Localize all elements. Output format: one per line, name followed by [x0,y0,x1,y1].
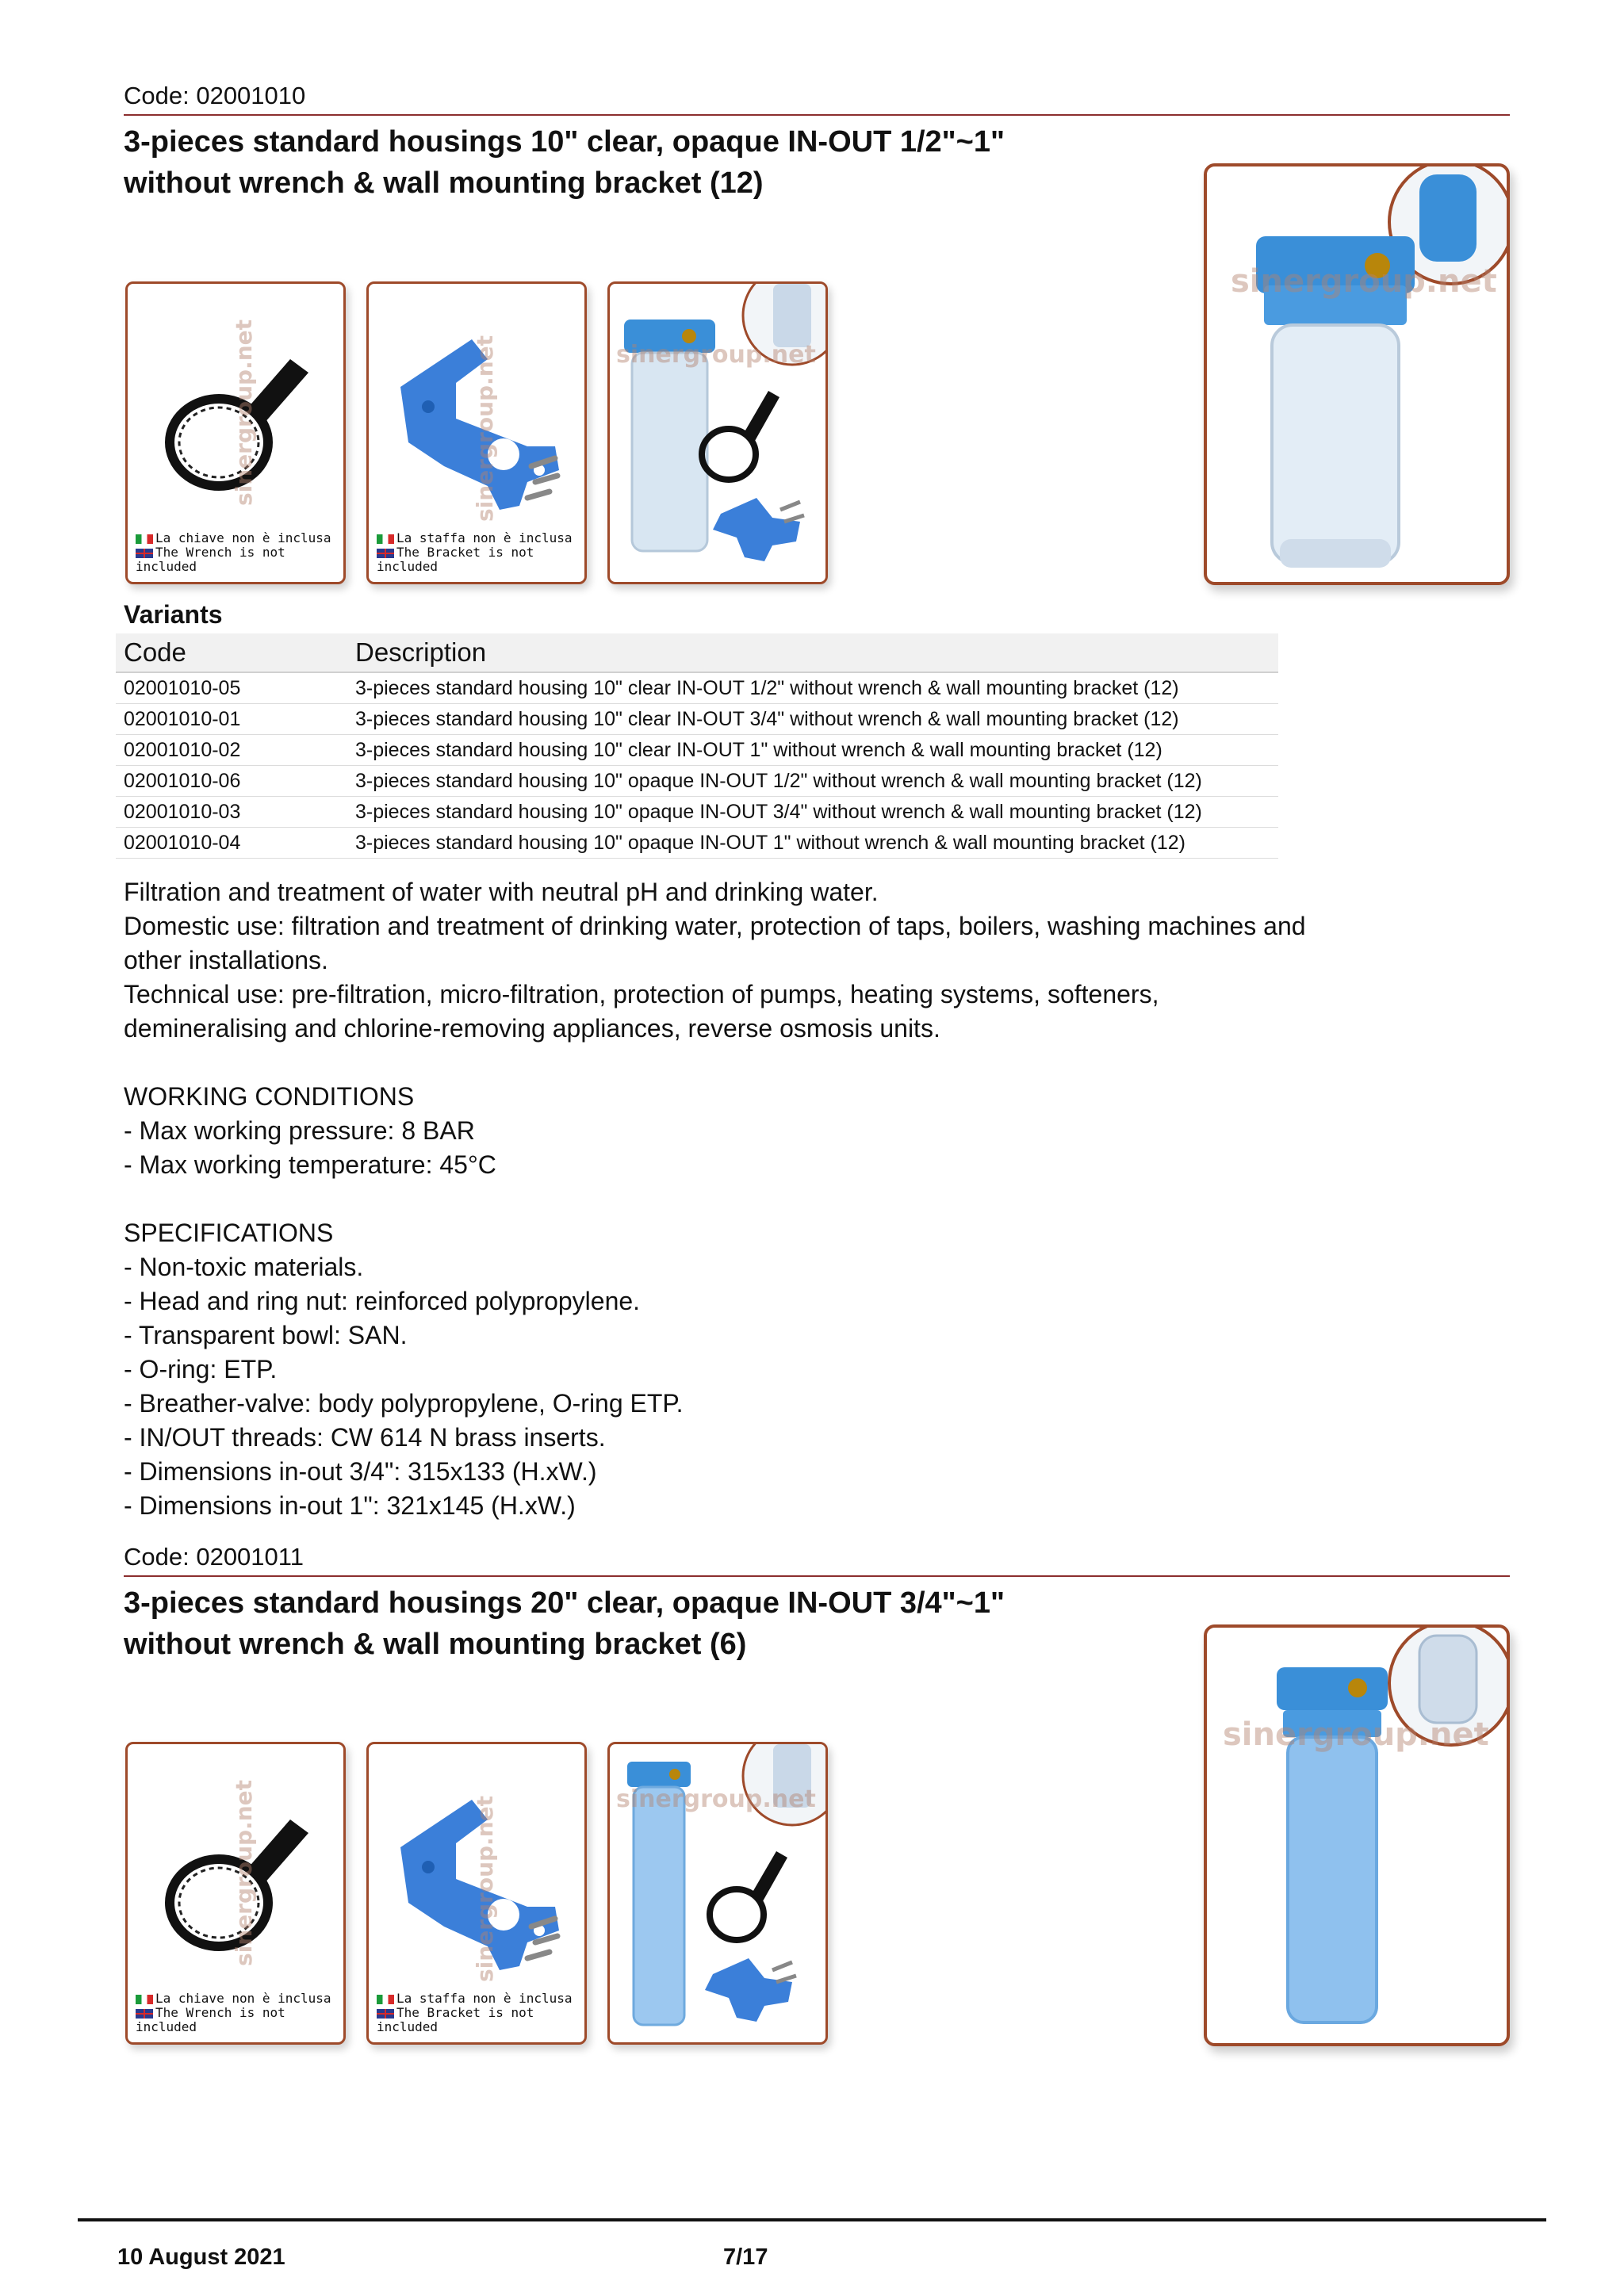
description-spacer [124,1182,1551,1216]
caption-en: The Bracket is not included [377,2005,534,2034]
housing-icon [1207,166,1507,582]
italian-flag-icon [136,1995,153,2004]
wrench-thumbnail[interactable] [125,1742,346,2045]
watermark: sinergroup.net [231,319,257,506]
uk-flag-icon [377,2009,394,2019]
caption-en: The Wrench is not included [136,545,285,574]
bracket-caption [377,1992,584,2034]
section-divider [124,114,1510,116]
variant-description: 3-pieces standard housing 10" clear IN-OUT 1" without wrench & wall mounting bracket (12) [347,735,1278,766]
housing-icon [1207,1628,1507,2043]
wrench-caption [136,1992,343,2034]
watermark: sinergroup.net [616,1785,816,1813]
description-line: - O-ring: ETP. [124,1355,278,1383]
caption-en: The Wrench is not included [136,2005,285,2034]
variant-description: 3-pieces standard housing 10" clear IN-OUT 3/4" without wrench & wall mounting bracket (12) [347,704,1278,735]
housing-combo-thumbnail[interactable] [607,281,828,584]
uk-flag-icon [136,2009,153,2019]
description-line: - Dimensions in-out 1": 321x145 (H.xW.) [124,1491,576,1520]
footer-date: 10 August 2021 [117,2244,285,2270]
description-spacer [124,1046,1551,1080]
description-line: Domestic use: filtration and treatment of drinking water, protection of taps, boilers, washing machines and [124,912,1306,940]
product-code: Code: 02001010 [124,82,306,109]
working-conditions-heading: WORKING CONDITIONS [124,1082,415,1111]
variant-description: 3-pieces standard housing 10" opaque IN-OUT 3/4" without wrench & wall mounting bracket (12) [347,797,1278,828]
product-title [124,1582,1155,1665]
section-divider [124,1575,1510,1577]
main-product-image[interactable] [1204,1624,1510,2046]
italian-flag-icon [377,534,394,544]
variant-description: 3-pieces standard housing 10" opaque IN-OUT 1" without wrench & wall mounting bracket (12) [347,828,1278,859]
table-row [116,766,1278,797]
watermark: sinergroup.net [472,1795,498,1982]
description-line: - Dimensions in-out 3/4": 315x133 (H.xW.) [124,1457,597,1486]
watermark: sinergroup.net [616,341,816,369]
product-code: Code: 02001011 [124,1543,304,1571]
italian-flag-icon [136,534,153,544]
caption-it: La staffa non è inclusa [396,530,573,545]
description-line: - Transparent bowl: SAN. [124,1321,408,1349]
table-row [116,704,1278,735]
variant-code: 02001010-05 [116,672,347,704]
table-row [116,797,1278,828]
caption-it: La chiave non è inclusa [155,1991,331,2006]
product-title-line2: without wrench & wall mounting bracket (12) [124,166,764,200]
variants-heading: Variants [124,600,223,629]
product-title-line2: without wrench & wall mounting bracket (6) [124,1628,747,1661]
table-row [116,735,1278,766]
specifications-heading: SPECIFICATIONS [124,1219,334,1247]
variants-table [116,633,1278,859]
bracket-thumbnail[interactable] [366,281,587,584]
variant-code: 02001010-06 [116,766,347,797]
footer-divider [78,2218,1546,2221]
product-title-line1: 3-pieces standard housings 20" clear, opaque IN-OUT 3/4"~1" [124,1586,1005,1620]
column-header-description: Description [347,633,1278,672]
main-product-image[interactable] [1204,163,1510,585]
watermark: sinergroup.net [472,335,498,522]
product-title-line1: 3-pieces standard housings 10" clear, opaque IN-OUT 1/2"~1" [124,125,1005,159]
description-line: Filtration and treatment of water with neutral pH and drinking water. [124,878,879,906]
italian-flag-icon [377,1995,394,2004]
table-header-row [116,633,1278,672]
variant-code: 02001010-02 [116,735,347,766]
product-title [124,121,1155,204]
page-number: 7/17 [723,2244,768,2270]
uk-flag-icon [136,549,153,558]
description-line: - IN/OUT threads: CW 614 N brass inserts. [124,1423,606,1452]
caption-en: The Bracket is not included [377,545,534,574]
bracket-thumbnail[interactable] [366,1742,587,2045]
variant-code: 02001010-04 [116,828,347,859]
caption-it: La staffa non è inclusa [396,1991,573,2006]
table-row [116,828,1278,859]
caption-it: La chiave non è inclusa [155,530,331,545]
description-line: other installations. [124,946,328,974]
description-line: - Head and ring nut: reinforced polypropylene. [124,1287,641,1315]
housing-combo-thumbnail[interactable] [607,1742,828,2045]
watermark: sinergroup.net [1223,1716,1489,1753]
variant-code: 02001010-01 [116,704,347,735]
variant-description: 3-pieces standard housing 10" opaque IN-OUT 1/2" without wrench & wall mounting bracket (12) [347,766,1278,797]
variant-code: 02001010-03 [116,797,347,828]
watermark: sinergroup.net [1231,263,1497,300]
description-line: - Breather-valve: body polypropylene, O-ring ETP. [124,1389,684,1418]
uk-flag-icon [377,549,394,558]
description-line: - Max working temperature: 45°C [124,1150,496,1179]
table-row [116,672,1278,704]
wrench-caption [136,531,343,574]
description-line: demineralising and chlorine-removing appliances, reverse osmosis units. [124,1014,940,1043]
description-line: Technical use: pre-filtration, micro-filtration, protection of pumps, heating systems, softeners, [124,980,1159,1008]
watermark: sinergroup.net [231,1779,257,1966]
description-line: - Max working pressure: 8 BAR [124,1116,475,1145]
description-line: - Non-toxic materials. [124,1253,364,1281]
bracket-caption [377,531,584,574]
housing-combo-image [610,284,825,582]
variant-description: 3-pieces standard housing 10" clear IN-OUT 1/2" without wrench & wall mounting bracket (12) [347,672,1278,704]
product-description [124,875,1551,1523]
column-header-code: Code [116,633,347,672]
wrench-thumbnail[interactable] [125,281,346,584]
